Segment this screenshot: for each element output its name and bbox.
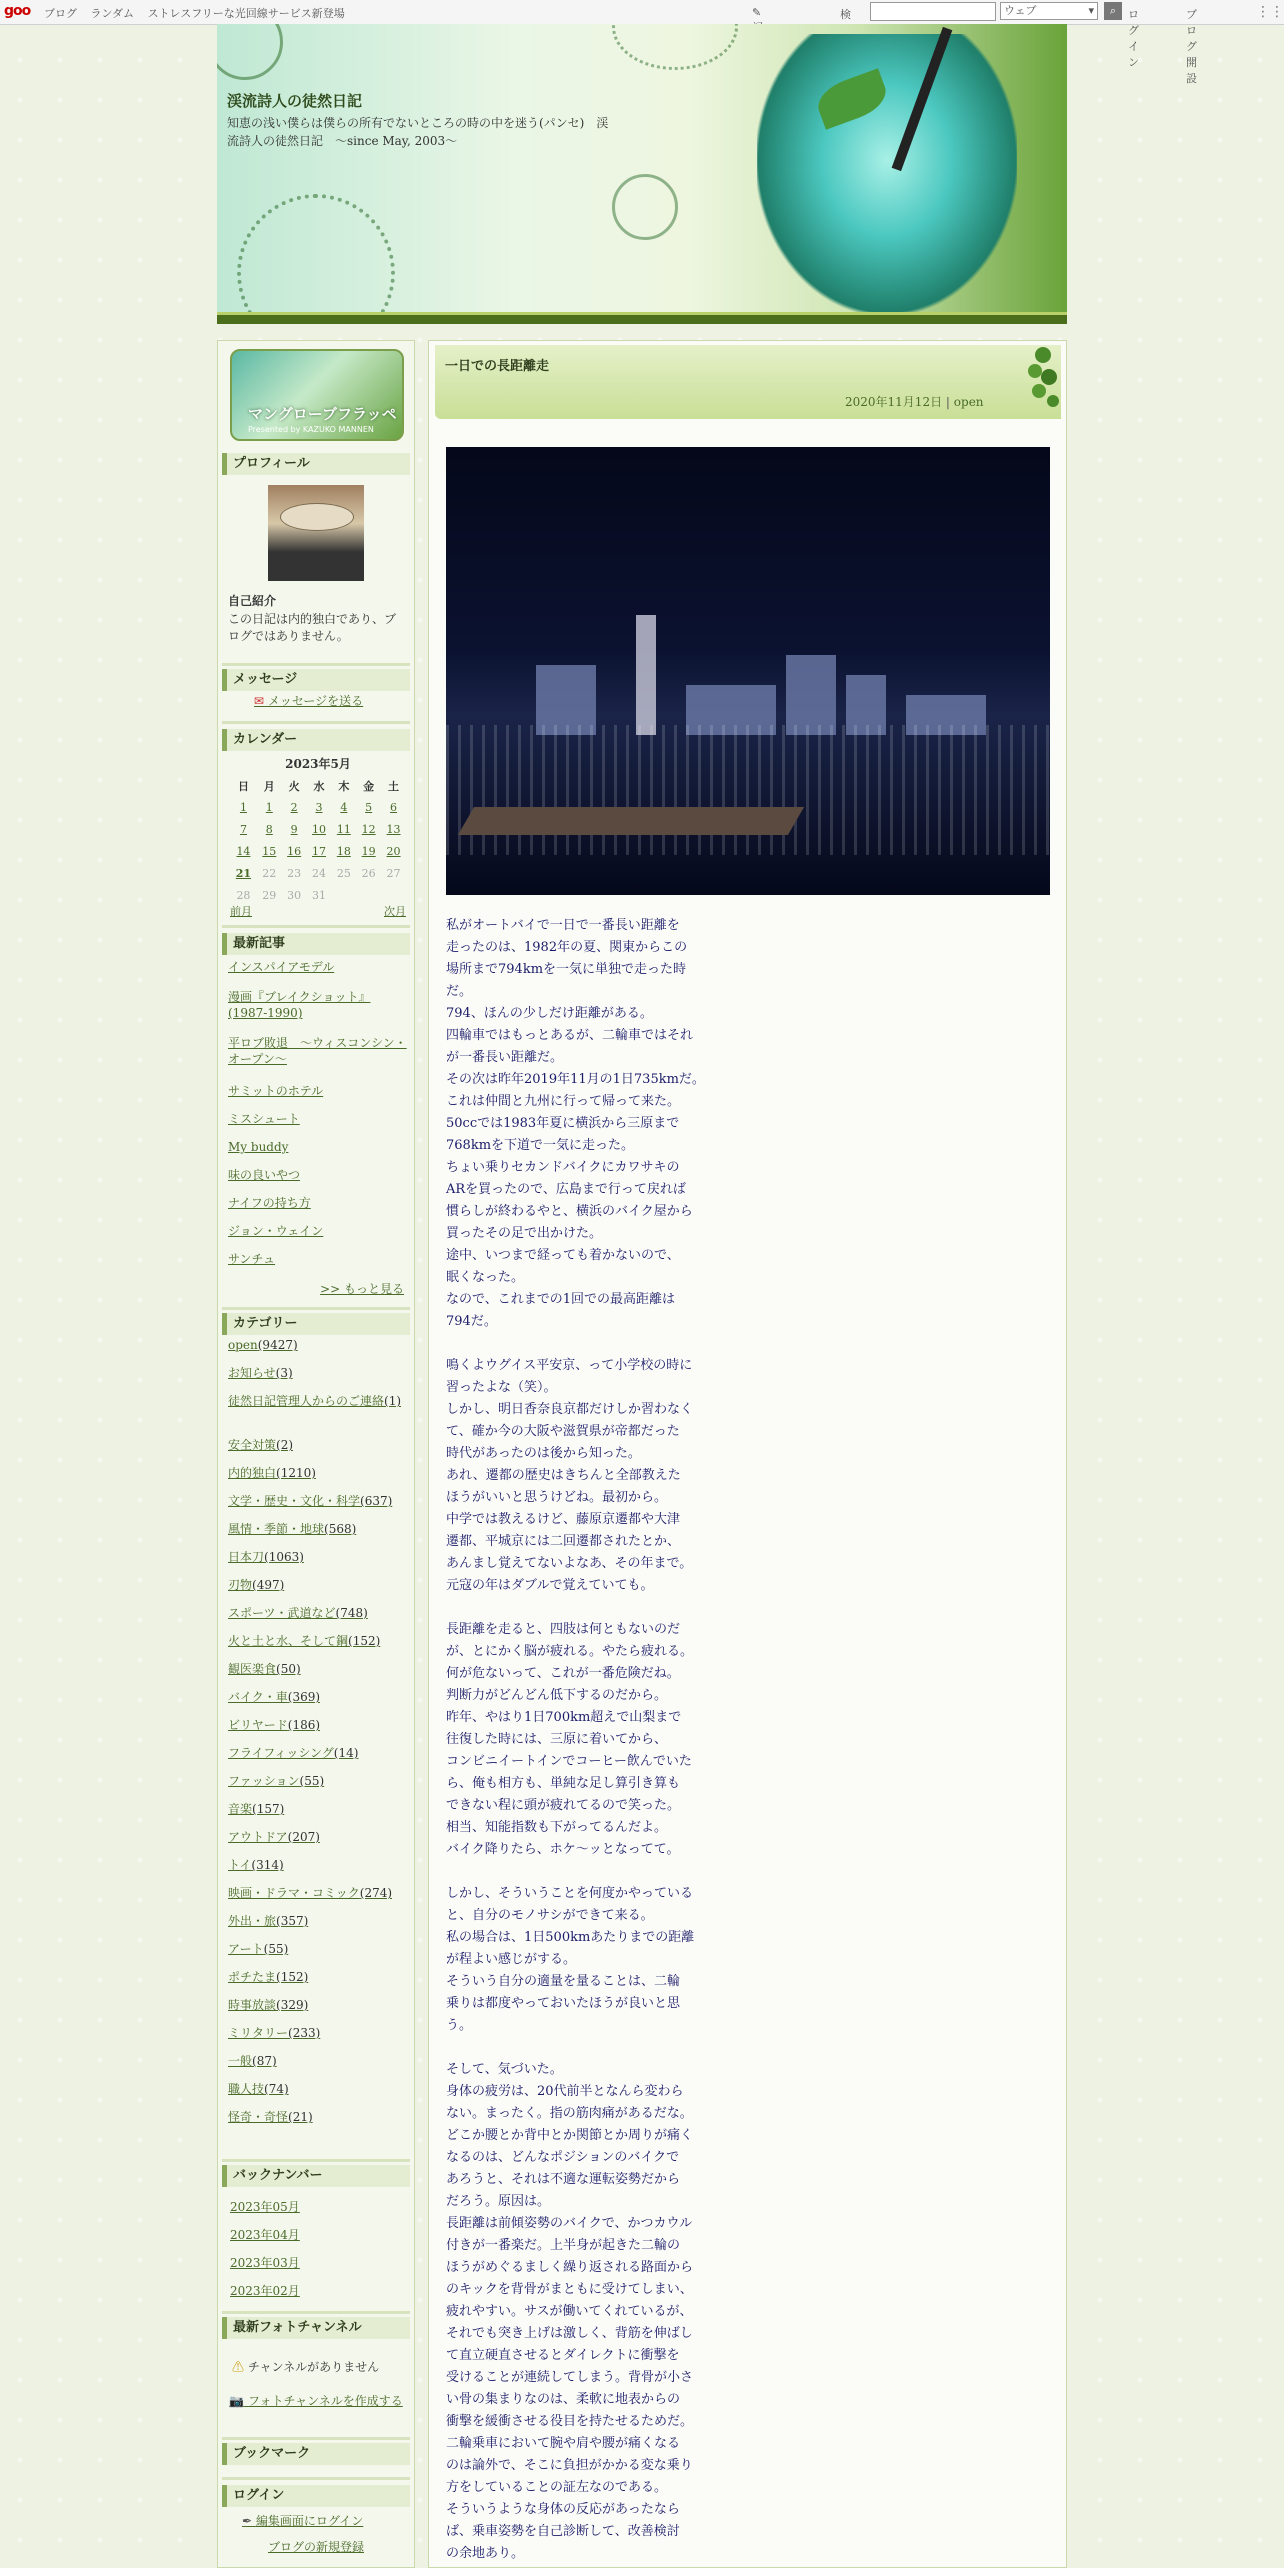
calendar-day: 31	[311, 888, 326, 902]
calendar-day: 30	[287, 888, 302, 902]
weekday: 金	[363, 780, 375, 793]
top-nav	[44, 5, 355, 21]
category-count: (9427)	[257, 1338, 298, 1352]
category-item[interactable]	[228, 1885, 408, 1901]
edit-login-label: 編集画面にログイン	[255, 2514, 364, 2528]
main-content	[428, 340, 1067, 2568]
header-divider	[217, 312, 1067, 324]
banner-credit: Presented by KAZUKO MANNEN	[248, 425, 374, 434]
category-item[interactable]	[228, 1437, 408, 1453]
category-count: (152)	[348, 1634, 381, 1648]
login-heading: ログイン	[222, 2485, 410, 2507]
calendar-day[interactable]: 1	[239, 800, 247, 814]
category-count: (637)	[360, 1494, 393, 1508]
calendar	[230, 755, 406, 918]
weekday: 日	[237, 780, 249, 793]
section-divider	[222, 2437, 410, 2440]
category-count: (369)	[287, 1690, 321, 1704]
recent-item[interactable]: 味の良いやつ	[228, 1168, 301, 1182]
calendar-month: 2023年5月	[285, 757, 351, 771]
recent-item[interactable]: My buddy	[228, 1140, 289, 1154]
category-name: 一般	[228, 2054, 253, 2068]
category-name: アウトドア	[228, 1830, 288, 1844]
recent-item[interactable]: ジョン・ウェイン	[228, 1224, 324, 1238]
recent-item[interactable]: 漫画『ブレイクショット』(1987-1990)	[228, 990, 371, 1020]
camera-icon: 📷	[229, 2394, 245, 2408]
calendar-day[interactable]: 15	[262, 844, 277, 858]
category-count: (3)	[275, 1366, 293, 1380]
category-item[interactable]	[228, 1365, 408, 1381]
calendar-day: 23	[287, 866, 302, 880]
category-count: (497)	[252, 1578, 285, 1592]
calendar-day[interactable]: 20	[386, 844, 401, 858]
category-name: ポチたま	[228, 1970, 277, 1984]
category-count: (233)	[288, 2026, 321, 2040]
category-count: (50)	[276, 1662, 301, 1676]
calendar-day[interactable]: 14	[236, 844, 251, 858]
search-button[interactable]	[1104, 2, 1122, 20]
calendar-day: 28	[236, 888, 251, 902]
leaf-ornament-icon	[987, 345, 1061, 419]
category-count: (186)	[287, 1718, 321, 1732]
lace-ornament	[217, 24, 283, 80]
calendar-day[interactable]: 19	[361, 844, 376, 858]
template-banner[interactable]	[230, 349, 404, 441]
calendar-day[interactable]: 13	[386, 822, 401, 836]
category-name: 文学・歴史・文化・科学	[228, 1494, 361, 1508]
calendar-next-link[interactable]: 次月	[384, 905, 406, 918]
category-item[interactable]	[228, 1801, 408, 1817]
create-photo-channel-link[interactable]	[228, 2393, 404, 2409]
category-name: 内的独白	[228, 1466, 277, 1480]
profile-heading: プロフィール	[222, 453, 410, 475]
weekday: 月	[263, 780, 275, 793]
recent-item[interactable]: ミスシュート	[228, 1112, 300, 1126]
category-count: (152)	[276, 1970, 309, 1984]
calendar-day[interactable]: 9	[290, 822, 298, 836]
calendar-heading: カレンダー	[222, 729, 410, 751]
category-name: 職人技	[228, 2082, 265, 2096]
calendar-day: 26	[361, 866, 376, 880]
post-title[interactable]: 一日での長距離走	[445, 359, 550, 374]
section-divider	[222, 2477, 410, 2480]
calendar-day[interactable]: 10	[311, 822, 326, 836]
recent-heading: 最新記事	[222, 933, 410, 955]
category-name: お知らせ	[228, 1366, 276, 1380]
recent-item[interactable]: インスパイアモデル	[228, 960, 335, 974]
post-header	[435, 345, 1061, 419]
backnumber-item[interactable]: 2023年02月	[230, 2284, 300, 2298]
category-name: 火と土と水、そして鋼	[228, 1634, 349, 1648]
category-count: (74)	[264, 2082, 289, 2096]
category-count: (55)	[263, 1942, 289, 1956]
calendar-day[interactable]: 5	[365, 800, 373, 814]
category-item[interactable]	[228, 1941, 408, 1957]
recent-item[interactable]: サンチュ	[228, 1252, 276, 1266]
recent-item[interactable]: サミットのホテル	[228, 1084, 324, 1098]
top-bar	[0, 0, 1284, 85]
more-link[interactable]: >> もっと見る	[320, 1282, 404, 1296]
post-category-link[interactable]: open	[953, 395, 984, 409]
calendar-day[interactable]: 8	[265, 822, 273, 836]
section-divider	[222, 2311, 410, 2314]
category-name: open	[228, 1338, 258, 1352]
calendar-day-today[interactable]: 21	[235, 866, 252, 880]
weekday: 土	[388, 780, 400, 793]
category-item[interactable]	[228, 1829, 408, 1845]
category-item[interactable]	[228, 1393, 408, 1409]
calendar-day: 22	[262, 866, 277, 880]
meta-separator: |	[945, 395, 950, 409]
post-photo	[446, 447, 1050, 895]
nav-blog-link[interactable]: ブログ	[44, 7, 77, 20]
search-scope-select[interactable]: ウェブ ▾	[1000, 2, 1098, 20]
blog-header	[217, 24, 1067, 312]
category-name: フライフィッシング	[228, 1746, 334, 1760]
category-item[interactable]	[228, 1493, 408, 1509]
category-name: 怪奇・奇怪	[228, 2110, 289, 2124]
search-label: 検	[840, 8, 851, 21]
calendar-day[interactable]: 12	[361, 822, 376, 836]
category-item[interactable]	[228, 1577, 408, 1593]
backnumber-heading: バックナンバー	[222, 2165, 410, 2187]
blog-description: 知恵の浅い僕らは僕らの所有でないところの時の中を迷う(パンセ) 渓流詩人の徒然日記 ～since May, 2003～	[227, 116, 609, 148]
calendar-prev-link[interactable]: 前月	[230, 905, 252, 918]
section-divider	[222, 2159, 410, 2162]
category-item[interactable]	[228, 1717, 408, 1733]
photo-channel-heading: 最新フォトチャンネル	[222, 2317, 410, 2339]
avatar	[268, 485, 364, 581]
calendar-day[interactable]: 17	[311, 844, 326, 858]
calendar-day[interactable]: 6	[390, 800, 398, 814]
category-item[interactable]	[228, 1857, 408, 1873]
category-heading: カテゴリー	[222, 1313, 410, 1335]
category-name: トイ	[228, 1858, 252, 1872]
edit-login-link[interactable]	[242, 2513, 402, 2529]
pen-icon: ✒	[242, 2514, 253, 2528]
calendar-day[interactable]: 16	[287, 844, 302, 858]
category-count: (1210)	[276, 1466, 316, 1480]
calendar-day[interactable]: 11	[336, 822, 351, 836]
category-item[interactable]	[228, 1661, 408, 1677]
photo-empty-text: チャンネルがありません	[247, 2360, 380, 2374]
nav-promo-link[interactable]: ストレスフリーな光回線サービス新登場	[147, 7, 345, 20]
banner-title: マングローブフラッペ	[248, 405, 397, 423]
category-item[interactable]	[228, 1969, 408, 1985]
category-count: (21)	[288, 2110, 313, 2124]
section-divider	[222, 663, 410, 666]
category-count: (329)	[276, 1998, 309, 2012]
category-count: (357)	[276, 1914, 309, 1928]
category-name: スポーツ・武道など	[228, 1606, 336, 1620]
recent-item[interactable]: ナイフの持ち方	[228, 1196, 311, 1210]
post-body: 私がオートバイで一日で一番長い距離を 走ったのは、1982年の夏、関東からこの 場所まで794kmを一気に単独で走った時 だ。 794、ほんの少しだけ距離がある。 四輪車ではもっとあるが、二輪車ではそれ が一番長い距離だ。 その次は昨年2019年11月の1日735kmだ。 これは仲間と九州に行って帰って来た。 50ccでは1983年夏に横浜から三原まで 768kmを下道で一気に走った。 ちょい乗りセカンドバイクにカワサキの ARを買ったので、広島まで行って戻れば 慣らしが終わるやと、横浜のバイク屋から 買ったその足で出かけた。 途中、いつまで経っても着かないので、 眠くなった。 なので、これまでの1回での最高距離は 794だ。 鳴くよウグイス平安京、って小学校の時に 習ったよな（笑）。 しかし、明日香奈良京都だけしか習わなく て、確か今の大阪や滋賀県が帝都だった 時代があったのは後から知った。 あれ、遷都の歴史はきちんと全部教えた ほうがいいと思うけどね。最初から。 中学では教えるけど、藤原京遷都や大津 遷都、平城京には二回遷都されたとか、 あんまし覚えてないよなあ、その年まで。 元寇の年はダブルで覚えていても。 長距離を走ると、四肢は何ともないのだ が、とにかく脳が疲れる。やたら疲れる。 何が危ないって、これが一番危険だね。 判断力がどんどん低下するのだから。 昨年、やはり1日700km超えで山梨まで 往復した時には、三原に着いてから、 コンビニイートインでコーヒー飲んでいた ら、俺も相方も、単純な足し算引き算も できない程に頭が疲れてるので笑った。 相当、知能指数も下がってるんだよ。 バイク降りたら、ホケ〜ッとなってて。 しかし、そういうことを何度かやっている と、自分のモノサシができて来る。 私の場合は、1日500kmあたりまでの距離 が程よい感じがする。 そういう自分の適量を量ることは、二輪 乗りは都度やっておいたほうが良いと思 う。 そして、気づいた。 身体の疲労は、20代前半となんら変わら ない。まったく。指の筋肉痛があるだな。 どこか腰とか背中とか関節とか周りが痛く なるのは、どんなポジションのバイクで あろうと、それは不適な運転姿勢だから だろう。原因は。 長距離は前傾姿勢のバイクで、かつカウル 付きが一番楽だ。上半身が起きた二輪の ほうがめぐるましく繰り返される路面から のキックを背骨がまともに受けてしまい、 疲れやすい。サスが働いてくれているが、 それでも突き上げは激しく、背筋を伸ばし て直立硬直させるとダイレクトに衝撃を 受けることが連続してしまう。背骨が小さ い骨の集まりなのは、柔軟に地表からの 衝撃を緩衝させる役目を持たせるためだ。 二輪乗車において腕や肩や腰が痛くなる のは論外で、そこに負担がかかる変な乗り 方をしていることの証左なのである。 そういうような身体の反応があったなら ば、乗車姿勢を自己診断して、改善検討 の余地あり。	[446, 918, 705, 2561]
category-item[interactable]	[228, 1745, 408, 1761]
category-item[interactable]	[228, 1997, 408, 2013]
category-count: (274)	[359, 1886, 393, 1900]
goo-logo[interactable]: goo	[4, 3, 31, 19]
post-date-link[interactable]: 2020年11月12日	[845, 395, 943, 409]
category-item[interactable]	[228, 2109, 408, 2125]
section-divider	[222, 1307, 410, 1310]
category-item[interactable]	[228, 1689, 408, 1705]
new-blog-link[interactable]: ブログの新規登録	[267, 2540, 364, 2554]
search-icon: ⌕	[1109, 4, 1117, 17]
category-count: (568)	[324, 1522, 357, 1536]
category-item[interactable]	[228, 2053, 408, 2069]
lace-ornament	[237, 194, 395, 312]
login-link[interactable]: ログイン	[1128, 8, 1139, 69]
category-item[interactable]	[228, 1465, 408, 1481]
blog-title[interactable]: 渓流詩人の徒然日記	[227, 92, 363, 110]
category-name: 安全対策	[228, 1438, 277, 1452]
category-count: (14)	[333, 1746, 359, 1760]
category-name: バイク・車	[228, 1690, 288, 1704]
category-name: ビリヤード	[228, 1718, 288, 1732]
calendar-day[interactable]: 2	[290, 800, 298, 814]
calendar-day[interactable]: 1	[265, 800, 273, 814]
category-item[interactable]	[228, 1521, 408, 1537]
category-item[interactable]	[228, 1633, 408, 1649]
category-name: アート	[228, 1942, 264, 1956]
category-item[interactable]	[228, 1913, 408, 1929]
category-item[interactable]	[228, 2025, 408, 2041]
apps-grid-icon[interactable]: ⋮⋮	[1256, 4, 1284, 20]
category-count: (748)	[335, 1606, 368, 1620]
category-count: (1063)	[264, 1550, 304, 1564]
lace-ornament	[612, 174, 678, 240]
backnumber-item[interactable]: 2023年03月	[230, 2256, 300, 2270]
photo-empty-notice	[232, 2359, 379, 2376]
pencil-icon: ✎	[752, 6, 762, 19]
category-name: ファッション	[228, 1774, 300, 1788]
backnumber-item[interactable]: 2023年04月	[230, 2228, 300, 2242]
category-item[interactable]	[228, 1337, 408, 1353]
category-item[interactable]	[228, 2081, 408, 2097]
send-message-label: メッセージを送る	[267, 694, 364, 708]
weekday: 火	[288, 780, 300, 793]
calendar-day[interactable]: 18	[336, 844, 351, 858]
lace-ornament	[612, 24, 738, 70]
category-name: 刃物	[228, 1578, 253, 1592]
post-meta	[845, 393, 984, 410]
open-blog-link[interactable]: ブログ開設	[1186, 8, 1197, 85]
calendar-grid	[230, 776, 406, 906]
category-name: 映画・ドラマ・コミック	[228, 1886, 360, 1900]
category-count: (55)	[299, 1774, 325, 1788]
warning-icon: ⚠	[232, 2360, 245, 2374]
category-count: (1)	[384, 1394, 402, 1408]
category-count: (157)	[252, 1802, 285, 1816]
category-count: (87)	[252, 2054, 277, 2068]
calendar-day: 27	[386, 866, 401, 880]
intro-label: 自己紹介	[228, 594, 277, 608]
section-divider	[222, 721, 410, 724]
calendar-day: 25	[336, 866, 351, 880]
category-item[interactable]	[228, 1549, 408, 1565]
category-name: 音楽	[228, 1802, 253, 1816]
backnumber-item[interactable]: 2023年05月	[230, 2200, 300, 2214]
category-item[interactable]	[228, 1773, 408, 1789]
intro-text: この日記は内的独白であり、ブログではありません。	[228, 612, 397, 643]
mail-icon: ✉	[254, 694, 265, 708]
weekday: 木	[338, 780, 350, 793]
section-divider	[222, 925, 410, 928]
category-count: (2)	[276, 1438, 294, 1452]
category-count: (207)	[287, 1830, 320, 1844]
calendar-day[interactable]: 7	[239, 822, 247, 836]
sidebar	[217, 340, 415, 2568]
weekday: 水	[313, 780, 325, 793]
recent-item[interactable]: 平ロブ敗退 〜ウィスコンシン・オープン〜	[228, 1036, 407, 1066]
send-message-link[interactable]	[254, 693, 404, 709]
bookmark-heading: ブックマーク	[222, 2443, 410, 2465]
category-name: 徒然日記管理人からのご連絡	[228, 1394, 385, 1408]
calendar-day[interactable]: 4	[340, 800, 348, 814]
search-input[interactable]	[870, 2, 996, 21]
frappe-glass-image	[757, 34, 1017, 312]
category-name: 日本刀	[228, 1550, 265, 1564]
calendar-day: 24	[311, 866, 326, 880]
category-item[interactable]	[228, 1605, 408, 1621]
create-photo-label: フォトチャンネルを作成する	[248, 2394, 403, 2408]
category-name: 観医楽食	[228, 1662, 277, 1676]
category-name: 風情・季節・地球	[228, 1522, 325, 1536]
category-name: ミリタリー	[228, 2026, 289, 2040]
calendar-day[interactable]: 3	[315, 800, 323, 814]
nav-random-link[interactable]: ランダム	[90, 7, 135, 20]
category-name: 時事放談	[228, 1998, 277, 2012]
calendar-weekdays	[230, 776, 406, 796]
category-name: 外出・旅	[228, 1914, 277, 1928]
category-count: (314)	[251, 1858, 284, 1872]
message-heading: メッセージ	[222, 669, 410, 691]
calendar-day: 29	[262, 888, 277, 902]
